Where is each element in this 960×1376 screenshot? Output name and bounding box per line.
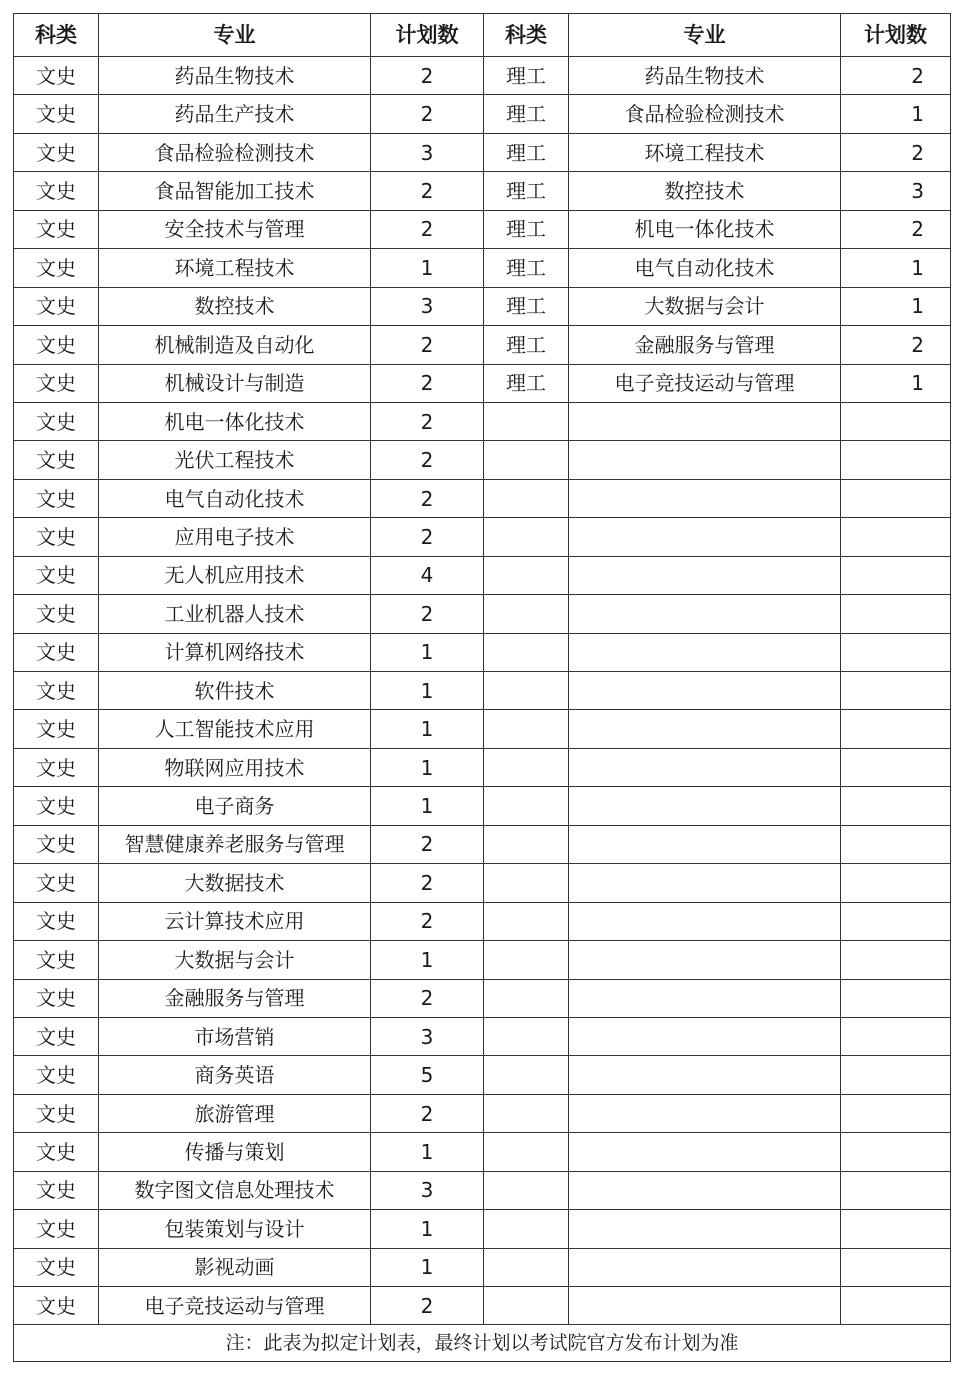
left-plan-cell: 2 [371,902,484,940]
left-plan-cell: 1 [371,672,484,710]
right-plan-cell [841,787,951,825]
right-category-cell: 理工 [484,287,569,325]
right-category-cell [484,1094,569,1132]
left-category-cell: 文史 [14,825,99,863]
right-major-cell [569,1056,841,1094]
right-major-cell: 金融服务与管理 [569,326,841,364]
left-major-cell: 包装策划与设计 [99,1210,371,1248]
left-major-cell: 金融服务与管理 [99,979,371,1017]
right-category-cell [484,941,569,979]
left-category-cell: 文史 [14,249,99,287]
table-row [14,326,951,364]
right-major-cell [569,441,841,479]
left-major-cell: 无人机应用技术 [99,556,371,594]
header-right-major: 专业 [569,14,841,57]
left-plan-cell: 2 [371,364,484,402]
table-row [14,1017,951,1055]
right-plan-cell [841,402,951,440]
right-major-cell [569,710,841,748]
right-plan-cell [841,518,951,556]
left-major-cell: 电子竞技运动与管理 [99,1287,371,1325]
right-major-cell [569,1094,841,1132]
right-plan-cell: 3 [841,172,951,210]
table-row [14,787,951,825]
left-major-cell: 数控技术 [99,287,371,325]
right-major-cell [569,787,841,825]
right-plan-cell [841,825,951,863]
right-category-cell: 理工 [484,172,569,210]
left-major-cell: 光伏工程技术 [99,441,371,479]
right-category-cell: 理工 [484,95,569,133]
header-left-category: 科类 [14,14,99,57]
right-major-cell: 电子竞技运动与管理 [569,364,841,402]
right-major-cell [569,1287,841,1325]
left-major-cell: 大数据与会计 [99,941,371,979]
right-plan-cell [841,1248,951,1286]
right-plan-cell [841,748,951,786]
left-major-cell: 药品生产技术 [99,95,371,133]
left-plan-cell: 2 [371,864,484,902]
left-category-cell: 文史 [14,1056,99,1094]
table-row [14,1094,951,1132]
right-plan-cell [841,672,951,710]
table-row [14,364,951,402]
left-plan-cell: 2 [371,172,484,210]
left-category-cell: 文史 [14,326,99,364]
right-plan-cell: 1 [841,287,951,325]
right-major-cell [569,1017,841,1055]
left-plan-cell: 1 [371,1248,484,1286]
right-category-cell [484,1248,569,1286]
header-left-major: 专业 [99,14,371,57]
right-plan-cell: 1 [841,95,951,133]
right-plan-cell: 1 [841,364,951,402]
right-category-cell [484,556,569,594]
right-category-cell: 理工 [484,210,569,248]
left-category-cell: 文史 [14,1248,99,1286]
right-category-cell: 理工 [484,249,569,287]
right-category-cell [484,672,569,710]
right-major-cell: 大数据与会计 [569,287,841,325]
right-plan-cell [841,595,951,633]
left-plan-cell: 3 [371,287,484,325]
left-plan-cell: 2 [371,326,484,364]
left-category-cell: 文史 [14,95,99,133]
left-category-cell: 文史 [14,556,99,594]
left-plan-cell: 2 [371,518,484,556]
left-major-cell: 旅游管理 [99,1094,371,1132]
table-row [14,57,951,95]
left-plan-cell: 2 [371,210,484,248]
right-plan-cell [841,1171,951,1209]
right-plan-cell: 1 [841,249,951,287]
footer-row [14,1325,951,1362]
table-row [14,825,951,863]
left-major-cell: 安全技术与管理 [99,210,371,248]
table-row [14,1210,951,1248]
left-major-cell: 机械设计与制造 [99,364,371,402]
right-major-cell: 电气自动化技术 [569,249,841,287]
table-row [14,479,951,517]
right-major-cell: 食品检验检测技术 [569,95,841,133]
left-plan-cell: 4 [371,556,484,594]
table-row [14,133,951,171]
right-category-cell [484,1133,569,1171]
table-footer [14,1325,951,1362]
left-category-cell: 文史 [14,864,99,902]
left-category-cell: 文史 [14,1133,99,1171]
left-major-cell: 机电一体化技术 [99,402,371,440]
table-row [14,710,951,748]
left-major-cell: 传播与策划 [99,1133,371,1171]
right-plan-cell [841,1287,951,1325]
left-category-cell: 文史 [14,479,99,517]
left-category-cell: 文史 [14,979,99,1017]
right-plan-cell: 2 [841,326,951,364]
table-row [14,1133,951,1171]
enrollment-plan-sheet [13,13,950,1362]
left-plan-cell: 1 [371,633,484,671]
table-row [14,1171,951,1209]
right-major-cell [569,518,841,556]
right-major-cell [569,748,841,786]
left-major-cell: 云计算技术应用 [99,902,371,940]
left-plan-cell: 2 [371,825,484,863]
table-row [14,95,951,133]
right-category-cell: 理工 [484,133,569,171]
left-major-cell: 物联网应用技术 [99,748,371,786]
left-category-cell: 文史 [14,672,99,710]
right-plan-cell: 2 [841,133,951,171]
header-row [14,14,951,57]
left-category-cell: 文史 [14,1210,99,1248]
left-major-cell: 软件技术 [99,672,371,710]
left-plan-cell: 1 [371,941,484,979]
left-plan-cell: 2 [371,1287,484,1325]
right-plan-cell [841,941,951,979]
left-major-cell: 商务英语 [99,1056,371,1094]
right-plan-cell [841,479,951,517]
left-major-cell: 智慧健康养老服务与管理 [99,825,371,863]
right-plan-cell [841,902,951,940]
left-major-cell: 应用电子技术 [99,518,371,556]
left-category-cell: 文史 [14,902,99,940]
left-category-cell: 文史 [14,172,99,210]
table-row [14,864,951,902]
right-category-cell [484,1056,569,1094]
left-plan-cell: 2 [371,441,484,479]
right-plan-cell [841,556,951,594]
left-major-cell: 电气自动化技术 [99,479,371,517]
table-row [14,1056,951,1094]
left-major-cell: 机械制造及自动化 [99,326,371,364]
left-plan-cell: 1 [371,1133,484,1171]
right-major-cell [569,479,841,517]
right-major-cell [569,672,841,710]
left-category-cell: 文史 [14,210,99,248]
table-row [14,287,951,325]
right-major-cell: 药品生物技术 [569,57,841,95]
right-plan-cell [841,710,951,748]
right-category-cell [484,979,569,1017]
left-major-cell: 环境工程技术 [99,249,371,287]
right-plan-cell [841,1210,951,1248]
left-major-cell: 数字图文信息处理技术 [99,1171,371,1209]
left-plan-cell: 2 [371,1094,484,1132]
enrollment-plan-table [13,13,951,1362]
left-major-cell: 大数据技术 [99,864,371,902]
right-major-cell: 环境工程技术 [569,133,841,171]
header-right-plan: 计划数 [841,14,951,57]
right-category-cell [484,787,569,825]
left-category-cell: 文史 [14,57,99,95]
right-plan-cell [841,1056,951,1094]
right-major-cell [569,633,841,671]
header-left-plan: 计划数 [371,14,484,57]
table-row [14,595,951,633]
right-plan-cell [841,1017,951,1055]
right-category-cell [484,1287,569,1325]
table-body [14,57,951,1325]
right-category-cell [484,633,569,671]
right-category-cell: 理工 [484,57,569,95]
left-major-cell: 人工智能技术应用 [99,710,371,748]
table-header [14,14,951,57]
left-major-cell: 影视动画 [99,1248,371,1286]
left-category-cell: 文史 [14,633,99,671]
right-major-cell [569,825,841,863]
table-row [14,402,951,440]
right-plan-cell [841,979,951,1017]
left-category-cell: 文史 [14,1171,99,1209]
right-major-cell [569,1133,841,1171]
right-category-cell: 理工 [484,326,569,364]
left-category-cell: 文史 [14,748,99,786]
right-category-cell [484,748,569,786]
right-category-cell [484,441,569,479]
footer-note: 注：此表为拟定计划表，最终计划以考试院官方发布计划为准 [14,1325,951,1362]
left-major-cell: 工业机器人技术 [99,595,371,633]
right-major-cell [569,902,841,940]
left-category-cell: 文史 [14,1017,99,1055]
table-row [14,441,951,479]
table-row [14,172,951,210]
table-row [14,1248,951,1286]
right-plan-cell [841,864,951,902]
right-category-cell [484,595,569,633]
left-category-cell: 文史 [14,287,99,325]
table-row [14,556,951,594]
right-category-cell [484,825,569,863]
left-major-cell: 电子商务 [99,787,371,825]
right-category-cell [484,479,569,517]
table-row [14,633,951,671]
right-category-cell: 理工 [484,364,569,402]
table-row [14,672,951,710]
left-plan-cell: 1 [371,787,484,825]
left-plan-cell: 1 [371,748,484,786]
left-plan-cell: 2 [371,57,484,95]
right-major-cell [569,941,841,979]
right-category-cell [484,402,569,440]
right-category-cell [484,710,569,748]
left-category-cell: 文史 [14,941,99,979]
left-plan-cell: 1 [371,249,484,287]
right-plan-cell [841,441,951,479]
left-category-cell: 文史 [14,595,99,633]
left-major-cell: 食品检验检测技术 [99,133,371,171]
left-plan-cell: 2 [371,479,484,517]
table-row [14,249,951,287]
table-row [14,210,951,248]
left-major-cell: 计算机网络技术 [99,633,371,671]
left-category-cell: 文史 [14,441,99,479]
left-category-cell: 文史 [14,1094,99,1132]
left-plan-cell: 2 [371,979,484,1017]
right-category-cell [484,1171,569,1209]
left-category-cell: 文史 [14,518,99,556]
left-plan-cell: 2 [371,595,484,633]
left-plan-cell: 2 [371,402,484,440]
left-major-cell: 食品智能加工技术 [99,172,371,210]
left-major-cell: 药品生物技术 [99,57,371,95]
right-category-cell [484,1210,569,1248]
table-row [14,748,951,786]
table-row [14,941,951,979]
right-major-cell [569,1210,841,1248]
left-plan-cell: 1 [371,1210,484,1248]
left-category-cell: 文史 [14,710,99,748]
left-major-cell: 市场营销 [99,1017,371,1055]
left-plan-cell: 2 [371,95,484,133]
table-row [14,1287,951,1325]
right-major-cell [569,979,841,1017]
left-plan-cell: 1 [371,710,484,748]
table-row [14,902,951,940]
right-category-cell [484,902,569,940]
right-category-cell [484,1017,569,1055]
left-category-cell: 文史 [14,402,99,440]
right-major-cell: 数控技术 [569,172,841,210]
right-major-cell [569,864,841,902]
left-plan-cell: 3 [371,1171,484,1209]
right-major-cell [569,556,841,594]
right-plan-cell [841,1094,951,1132]
left-plan-cell: 5 [371,1056,484,1094]
right-plan-cell [841,1133,951,1171]
left-category-cell: 文史 [14,787,99,825]
right-major-cell [569,1171,841,1209]
left-category-cell: 文史 [14,133,99,171]
right-major-cell [569,402,841,440]
right-major-cell: 机电一体化技术 [569,210,841,248]
table-row [14,979,951,1017]
right-category-cell [484,518,569,556]
right-plan-cell: 2 [841,210,951,248]
right-category-cell [484,864,569,902]
left-plan-cell: 3 [371,1017,484,1055]
right-plan-cell: 2 [841,57,951,95]
left-category-cell: 文史 [14,364,99,402]
left-plan-cell: 3 [371,133,484,171]
header-right-category: 科类 [484,14,569,57]
table-row [14,518,951,556]
left-category-cell: 文史 [14,1287,99,1325]
right-plan-cell [841,633,951,671]
right-major-cell [569,595,841,633]
right-major-cell [569,1248,841,1286]
